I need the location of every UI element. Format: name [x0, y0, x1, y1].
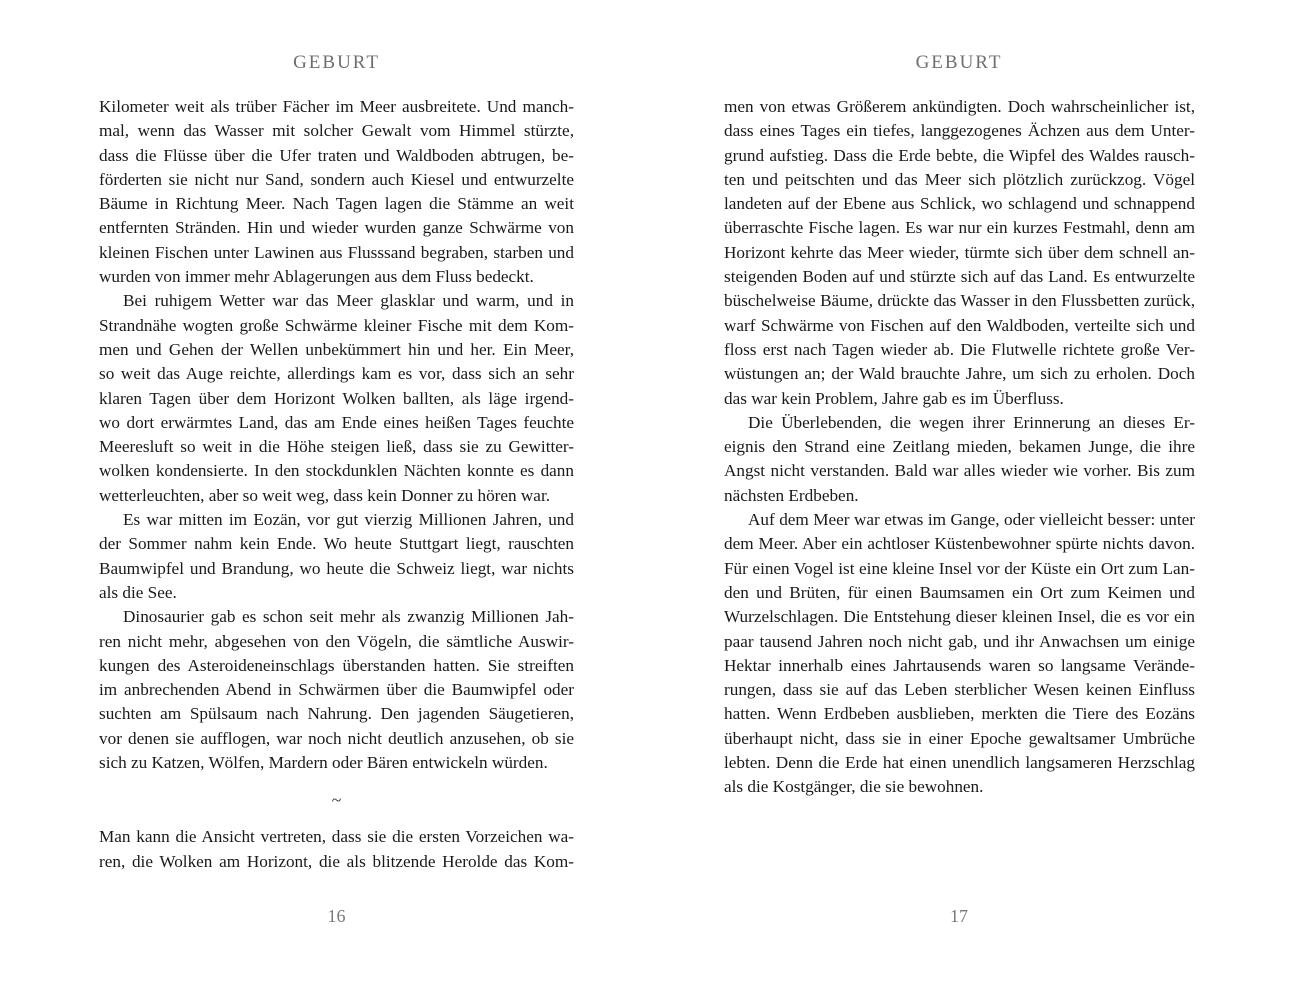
text-line: nächsten Erdbeben.: [724, 485, 859, 505]
text-line: dass eines Tages ein tiefes, langgezogenes Ächzen aus dem Unter-: [724, 121, 1195, 141]
page-body: [99, 95, 574, 874]
text-line: steigenden Boden auf und stürzte sich auf das Land. Es entwurzelte: [724, 267, 1195, 287]
text-line: Bei ruhigem Wetter war das Meer glasklar und warm, und in: [123, 291, 574, 311]
text-line: Baumwipfel und Brandung, wo heute die Schweiz liegt, war nichts: [99, 558, 574, 578]
text-line: kleinen Fischen unter Lawinen aus Flusssand begraben, starben und: [99, 242, 574, 262]
text-line: klaren Tagen über dem Horizont Wolken ballten, als läge irgend-: [99, 388, 574, 408]
text-line: ren nicht mehr, abgesehen von den Vögeln, die sämtliche Auswir-: [99, 631, 574, 651]
text-line: wetterleuchten, aber so weit weg, dass kein Donner zu hören war.: [99, 485, 551, 505]
text-line: men von etwas Größerem ankündigten. Doch wahrscheinlicher ist,: [724, 97, 1195, 116]
text-line: Bäume in Richtung Meer. Nach Tagen lagen die Stämme an weit: [99, 194, 574, 214]
text-line: Angst nicht verstanden. Bald war alles wieder wie vorher. Bis zum: [724, 461, 1195, 481]
page-number: 16: [327, 906, 346, 926]
text-line: als die Kostgänger, die sie bewohnen.: [724, 777, 984, 797]
text-line: eignis den Strand eine Zeitlang mieden, bekamen Junge, die ihre: [724, 437, 1195, 457]
text-line: suchten am Spülsaum nach Nahrung. Den jagenden Säugetieren,: [99, 704, 574, 724]
text-line: paar tausend Jahren noch nicht gab, und ihr Anwachsen um einige: [724, 631, 1195, 651]
text-line: überhaupt nicht, dass sie in einer Epoche gewaltsamer Umbrüche: [724, 728, 1195, 748]
right-page: [647, 0, 1295, 1000]
text-line: Meeresluft so weit in die Höhe steigen ließ, dass sie zu Gewitter-: [99, 437, 574, 457]
text-line: hatten. Wenn Erdbeben ausblieben, merkten die Tiere des Eozäns: [724, 704, 1195, 724]
text-line: vor denen sie aufflogen, war noch nicht deutlich anzusehen, ob sie: [99, 728, 574, 748]
text-line: das war kein Problem, Jahre gab es im Überfluss.: [724, 388, 1064, 408]
text-line: men und Gehen der Wellen unbekümmert hin und her. Ein Meer,: [99, 339, 574, 359]
page-number: 17: [950, 906, 968, 926]
text-line: Es war mitten im Eozän, vor gut vierzig Millionen Jahren, und: [123, 510, 574, 530]
text-line: im anbrechenden Abend in Schwärmen über die Baumwipfel oder: [99, 680, 574, 700]
text-line: grund aufstieg. Dass die Erde bebte, die Wipfel des Waldes rausch-: [724, 145, 1195, 165]
text-line: wüstungen an; der Wald brauchte Jahre, um sich zu erholen. Doch: [724, 364, 1195, 384]
section-separator: ~: [331, 790, 342, 811]
text-line: förderten sie nicht nur Sand, sondern auch Kiesel und entwurzelte: [99, 169, 574, 189]
text-line: ten und peitschten und das Meer sich plötzlich zurückzog. Vögel: [724, 169, 1195, 189]
page-body: [724, 95, 1195, 800]
text-line: Für einen Vogel ist eine kleine Insel vor der Küste ein Ort zum Lan-: [724, 558, 1195, 578]
text-line: Strandnähe wogten große Schwärme kleiner Fische mit dem Kom-: [99, 315, 574, 335]
text-line: lebten. Denn die Erde hat einen unendlich langsameren Herzschlag: [724, 753, 1195, 773]
text-line: landeten auf der Ebene aus Schlick, wo schlagend und schnappend: [724, 194, 1195, 214]
left-page: [0, 0, 647, 1000]
text-line: überraschte Fische lagen. Es war nur ein kurzes Festmahl, denn am: [724, 218, 1195, 238]
text-line: der Sommer nahm kein Ende. Wo heute Stuttgart liegt, rauschten: [99, 534, 574, 554]
text-line: Horizont kehrte das Meer wieder, türmte sich über dem schnell an-: [724, 242, 1195, 262]
text-line: Wurzelschlagen. Die Entstehung dieser kleinen Insel, die es vor ein: [724, 607, 1195, 627]
text-line: entfernten Stränden. Hin und wieder wurden ganze Schwärme von: [99, 218, 574, 238]
text-line: mal, wenn das Wasser mit solcher Gewalt vom Himmel stürzte,: [99, 121, 574, 141]
text-line: den und Brüten, für einen Baumsamen ein Ort zum Keimen und: [724, 582, 1195, 602]
text-line: dem Meer. Aber ein achtloser Küstenbewohner spürte nichts davon.: [724, 534, 1195, 554]
text-line: Dinosaurier gab es schon seit mehr als zwanzig Millionen Jah-: [123, 607, 574, 627]
text-line: Auf dem Meer war etwas im Gange, oder vielleicht besser: unter: [748, 510, 1195, 530]
text-line: Hektar innerhalb eines Jahrtausends waren so langsame Verände-: [724, 655, 1195, 675]
text-line: wo dort erwärmtes Land, das am Ende eines heißen Tages feuchte: [99, 412, 574, 432]
text-line: büschelweise Bäume, drückte das Wasser in den Flussbetten zurück,: [724, 291, 1195, 311]
text-line: kungen des Asteroideneinschlags überstanden hatten. Sie streiften: [99, 655, 574, 675]
text-line: rungen, dass sie auf das Leben sterblicher Wesen keinen Einfluss: [724, 680, 1195, 700]
text-line: floss erst nach Tagen wieder ab. Die Flutwelle richtete große Ver-: [724, 339, 1195, 359]
text-line: wolken kondensierte. In den stockdunklen Nächten konnte es dann: [99, 461, 574, 481]
text-line: ren, die Wolken am Horizont, die als blitzende Herolde das Kom-: [99, 851, 574, 871]
text-line: warf Schwärme von Fischen auf den Waldboden, verteilte sich und: [724, 315, 1195, 335]
text-line: Kilometer weit als trüber Fächer im Meer ausbreitete. Und manch-: [99, 97, 574, 116]
text-line: Die Überlebenden, die wegen ihrer Erinnerung an dieses Er-: [748, 412, 1195, 432]
text-line: sich zu Katzen, Wölfen, Mardern oder Bären entwickeln würden.: [99, 753, 548, 773]
text-line: als die See.: [99, 582, 177, 602]
text-line: so weit das Auge reichte, allerdings kam es vor, dass sich an sehr: [99, 364, 574, 384]
text-line: Man kann die Ansicht vertreten, dass sie die ersten Vorzeichen wa-: [99, 827, 574, 847]
running-header: GEBURT: [293, 52, 380, 73]
text-line: dass die Flüsse über die Ufer traten und Waldboden abtrugen, be-: [99, 145, 574, 165]
running-header: GEBURT: [915, 52, 1003, 73]
text-line: wurden von immer mehr Ablagerungen aus dem Fluss bedeckt.: [99, 267, 534, 287]
